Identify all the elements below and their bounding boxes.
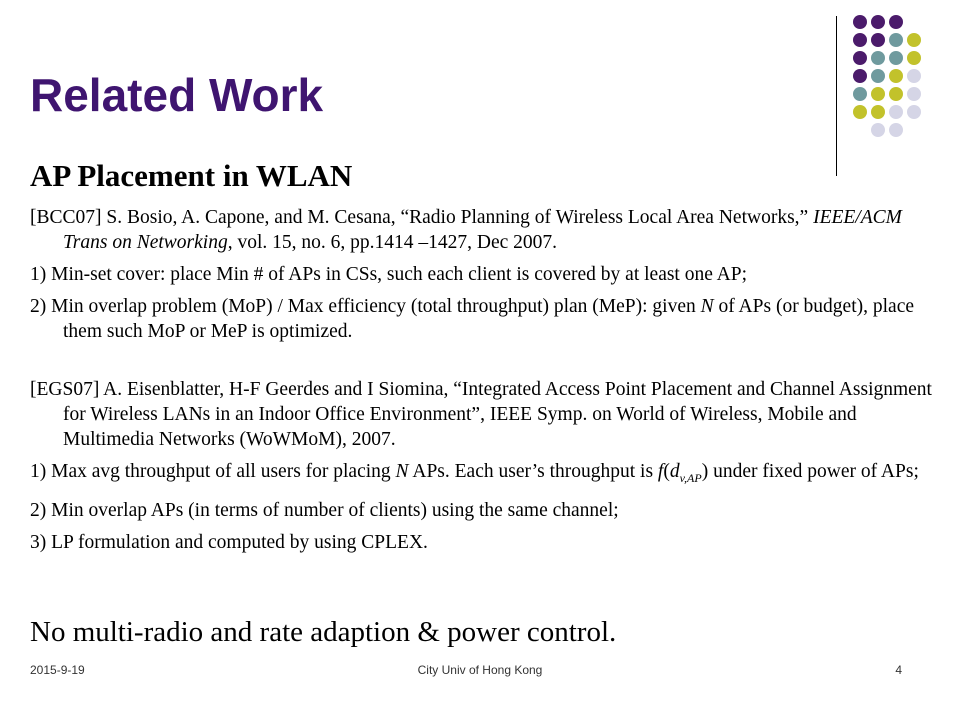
footer-date: 2015-9-19 xyxy=(30,663,85,677)
reference-bcc07-authors: [BCC07] S. Bosio, A. Capone, and M. Cesana, “Radio Planning of Wireless Local Area Networks,” xyxy=(30,207,814,228)
reference-bcc07-journal: IEEE/ACM Trans on Networking xyxy=(63,207,902,253)
decorative-dot xyxy=(871,33,885,47)
decorative-dot xyxy=(889,69,903,83)
bcc07-point-2 xyxy=(30,294,935,344)
decorative-dot xyxy=(871,69,885,83)
slide-title: Related Work xyxy=(30,69,324,121)
decorative-dot xyxy=(907,87,921,101)
decorative-dot xyxy=(889,33,903,47)
bcc07-point-2-variable: N xyxy=(700,296,714,317)
egs07-point-1-text-end: under fixed power of APs; xyxy=(708,461,919,482)
egs07-point-1-variable: N xyxy=(395,461,409,482)
decorative-dot xyxy=(907,69,921,83)
decorative-dot xyxy=(871,105,885,119)
egs07-point-1 xyxy=(30,459,935,491)
decorative-dot xyxy=(907,105,921,119)
decorative-dot xyxy=(889,105,903,119)
decorative-dot xyxy=(871,51,885,65)
egs07-point-1-subscript-text: v,AP xyxy=(679,470,702,485)
decorative-dot xyxy=(853,15,867,29)
decorative-dot xyxy=(907,51,921,65)
slide-subtitle: AP Placement in WLAN xyxy=(30,158,353,193)
bcc07-point-2-text-end: of APs (or budget), place them such MoP or MeP is optimized. xyxy=(63,296,915,342)
egs07-point-3: 3) LP formulation and computed by using CPLEX. xyxy=(30,531,428,553)
bcc07-point-2-text: 2) Min overlap problem (MoP) / Max efficiency (total throughput) plan (MeP): given xyxy=(30,296,701,317)
decorative-dot xyxy=(853,87,867,101)
egs07-point-1-paren-open: ( xyxy=(663,461,670,482)
bcc07-point-1: 1) Min-set cover: place Min # of APs in CSs, such each client is covered by at least one AP; xyxy=(30,264,748,285)
decorative-vertical-line xyxy=(836,16,837,176)
slide-body xyxy=(30,205,935,562)
decorative-dot xyxy=(871,15,885,29)
decorative-dot xyxy=(889,15,903,29)
decorative-dot xyxy=(871,123,885,137)
decorative-dot xyxy=(853,33,867,47)
egs07-point-1-paren-close: ) xyxy=(701,461,709,482)
egs07-point-2: 2) Min overlap APs (in terms of number of clients) using the same channel; xyxy=(30,499,619,521)
decorative-dot xyxy=(889,123,903,137)
reference-egs07: [EGS07] A. Eisenblatter, H-F Geerdes and I Siomina, “Integrated Access Point Placement and Channel Assignment for Wireless LANs in an Indoor Office Environment”, IEEE Symp. on World of Wireless, Mobile and Multimedia Networks (WoWMoM), 2007. xyxy=(30,379,932,450)
decorative-dot xyxy=(907,33,921,47)
slide-conclusion: No multi-radio and rate adaption & power control. xyxy=(30,616,617,648)
reference-bcc07-details: , vol. 15, no. 6, pp.1414 –1427, Dec 2007. xyxy=(227,232,558,253)
egs07-point-1-function: f xyxy=(657,461,664,482)
egs07-point-1-text: 1) Max avg throughput of all users for placing xyxy=(30,461,396,482)
footer-page-number: 4 xyxy=(895,663,902,677)
spacer xyxy=(30,351,935,377)
decorative-dot xyxy=(871,87,885,101)
egs07-point-1-text-mid: APs. Each user’s throughput is xyxy=(408,461,658,482)
egs07-point-1-subscript xyxy=(680,471,702,485)
egs07-point-1-d: d xyxy=(669,461,680,482)
decorative-dot xyxy=(853,51,867,65)
decorative-dot xyxy=(853,69,867,83)
decorative-dot xyxy=(853,105,867,119)
decorative-dot xyxy=(889,51,903,65)
reference-bcc07 xyxy=(30,205,935,255)
decorative-dot xyxy=(889,87,903,101)
footer-organization: City Univ of Hong Kong xyxy=(417,663,543,677)
